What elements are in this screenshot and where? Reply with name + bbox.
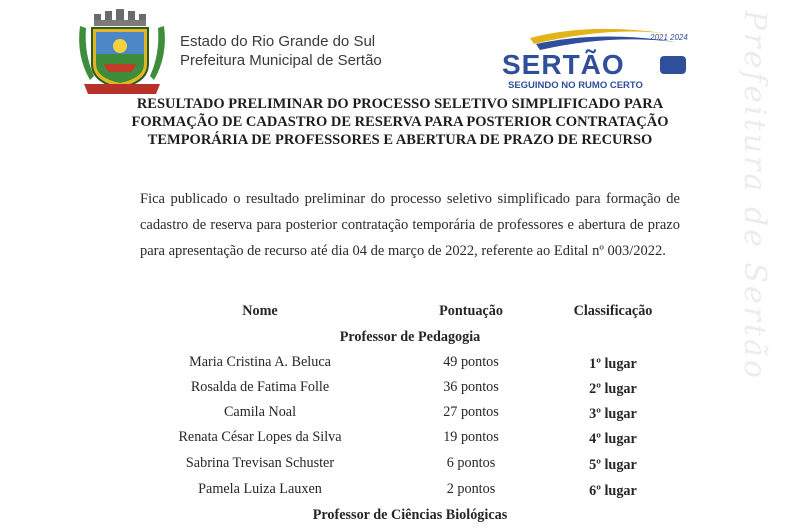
row-3-name: Camila Noal <box>223 404 297 420</box>
row-6-score: 2 pontos <box>446 481 496 497</box>
row-6-name: Pamela Luiza Lauxen <box>198 481 322 497</box>
logo-slogan: SEGUINDO NO RUMO CERTO <box>508 80 643 91</box>
header-block <box>180 32 382 70</box>
document-title <box>40 95 760 149</box>
row-5-rank: 5º lugar <box>589 457 637 473</box>
intro-line-2: cadastro de reserva para posterior contratação temporária de professores e abertura de prazo <box>140 217 680 233</box>
title-line-1: RESULTADO PRELIMINAR DO PROCESSO SELETIVO SIMPLIFICADO PARA <box>136 96 664 112</box>
title-line-3: TEMPORÁRIA DE PROFESSORES E ABERTURA DE PRAZO DE RECURSO <box>147 132 653 148</box>
logo-name: SERTÃO <box>502 49 625 80</box>
row-1-score: 49 pontos <box>443 354 499 370</box>
header-score: Pontuação <box>439 303 503 319</box>
sertao-logo <box>500 20 700 95</box>
row-3-score: 27 pontos <box>443 404 499 420</box>
intro-paragraph <box>140 186 680 264</box>
municipality-name: Prefeitura Municipal de Sertão <box>180 52 382 69</box>
section-pedagogia: Professor de Pedagogia <box>339 329 481 345</box>
section-ciencias-biologicas: Professor de Ciências Biológicas <box>312 507 508 523</box>
row-4-rank: 4º lugar <box>589 431 637 447</box>
row-2-rank: 2º lugar <box>589 381 637 397</box>
row-1-name: Maria Cristina A. Beluca <box>189 354 331 370</box>
header-name: Nome <box>242 303 278 319</box>
row-4-name: Renata César Lopes da Silva <box>178 429 342 445</box>
municipal-crest <box>74 6 170 96</box>
logo-years: 2021 2024 <box>650 33 688 42</box>
header-rank: Classificação <box>573 303 653 319</box>
row-4-score: 19 pontos <box>443 429 499 445</box>
row-6-rank: 6º lugar <box>589 483 637 499</box>
title-line-2: FORMAÇÃO DE CADASTRO DE RESERVA PARA POSTERIOR CONTRATAÇÃO <box>131 114 669 130</box>
watermark: Prefeitura de Sertão <box>737 10 772 382</box>
intro-line-1: Fica publicado o resultado preliminar do processo seletivo simplificado para formação de <box>140 191 680 207</box>
row-5-name: Sabrina Trevisan Schuster <box>185 455 335 471</box>
state-name: Estado do Rio Grande do Sul <box>180 33 376 50</box>
row-3-rank: 3º lugar <box>589 406 637 422</box>
row-1-rank: 1º lugar <box>589 356 637 372</box>
row-5-score: 6 pontos <box>446 455 496 471</box>
row-2-name: Rosalda de Fatima Folle <box>190 379 330 395</box>
intro-line-3: para apresentação de recurso até dia 04 de março de 2022, referente ao Edital nº 003/2022. <box>140 243 666 259</box>
row-2-score: 36 pontos <box>443 379 499 395</box>
